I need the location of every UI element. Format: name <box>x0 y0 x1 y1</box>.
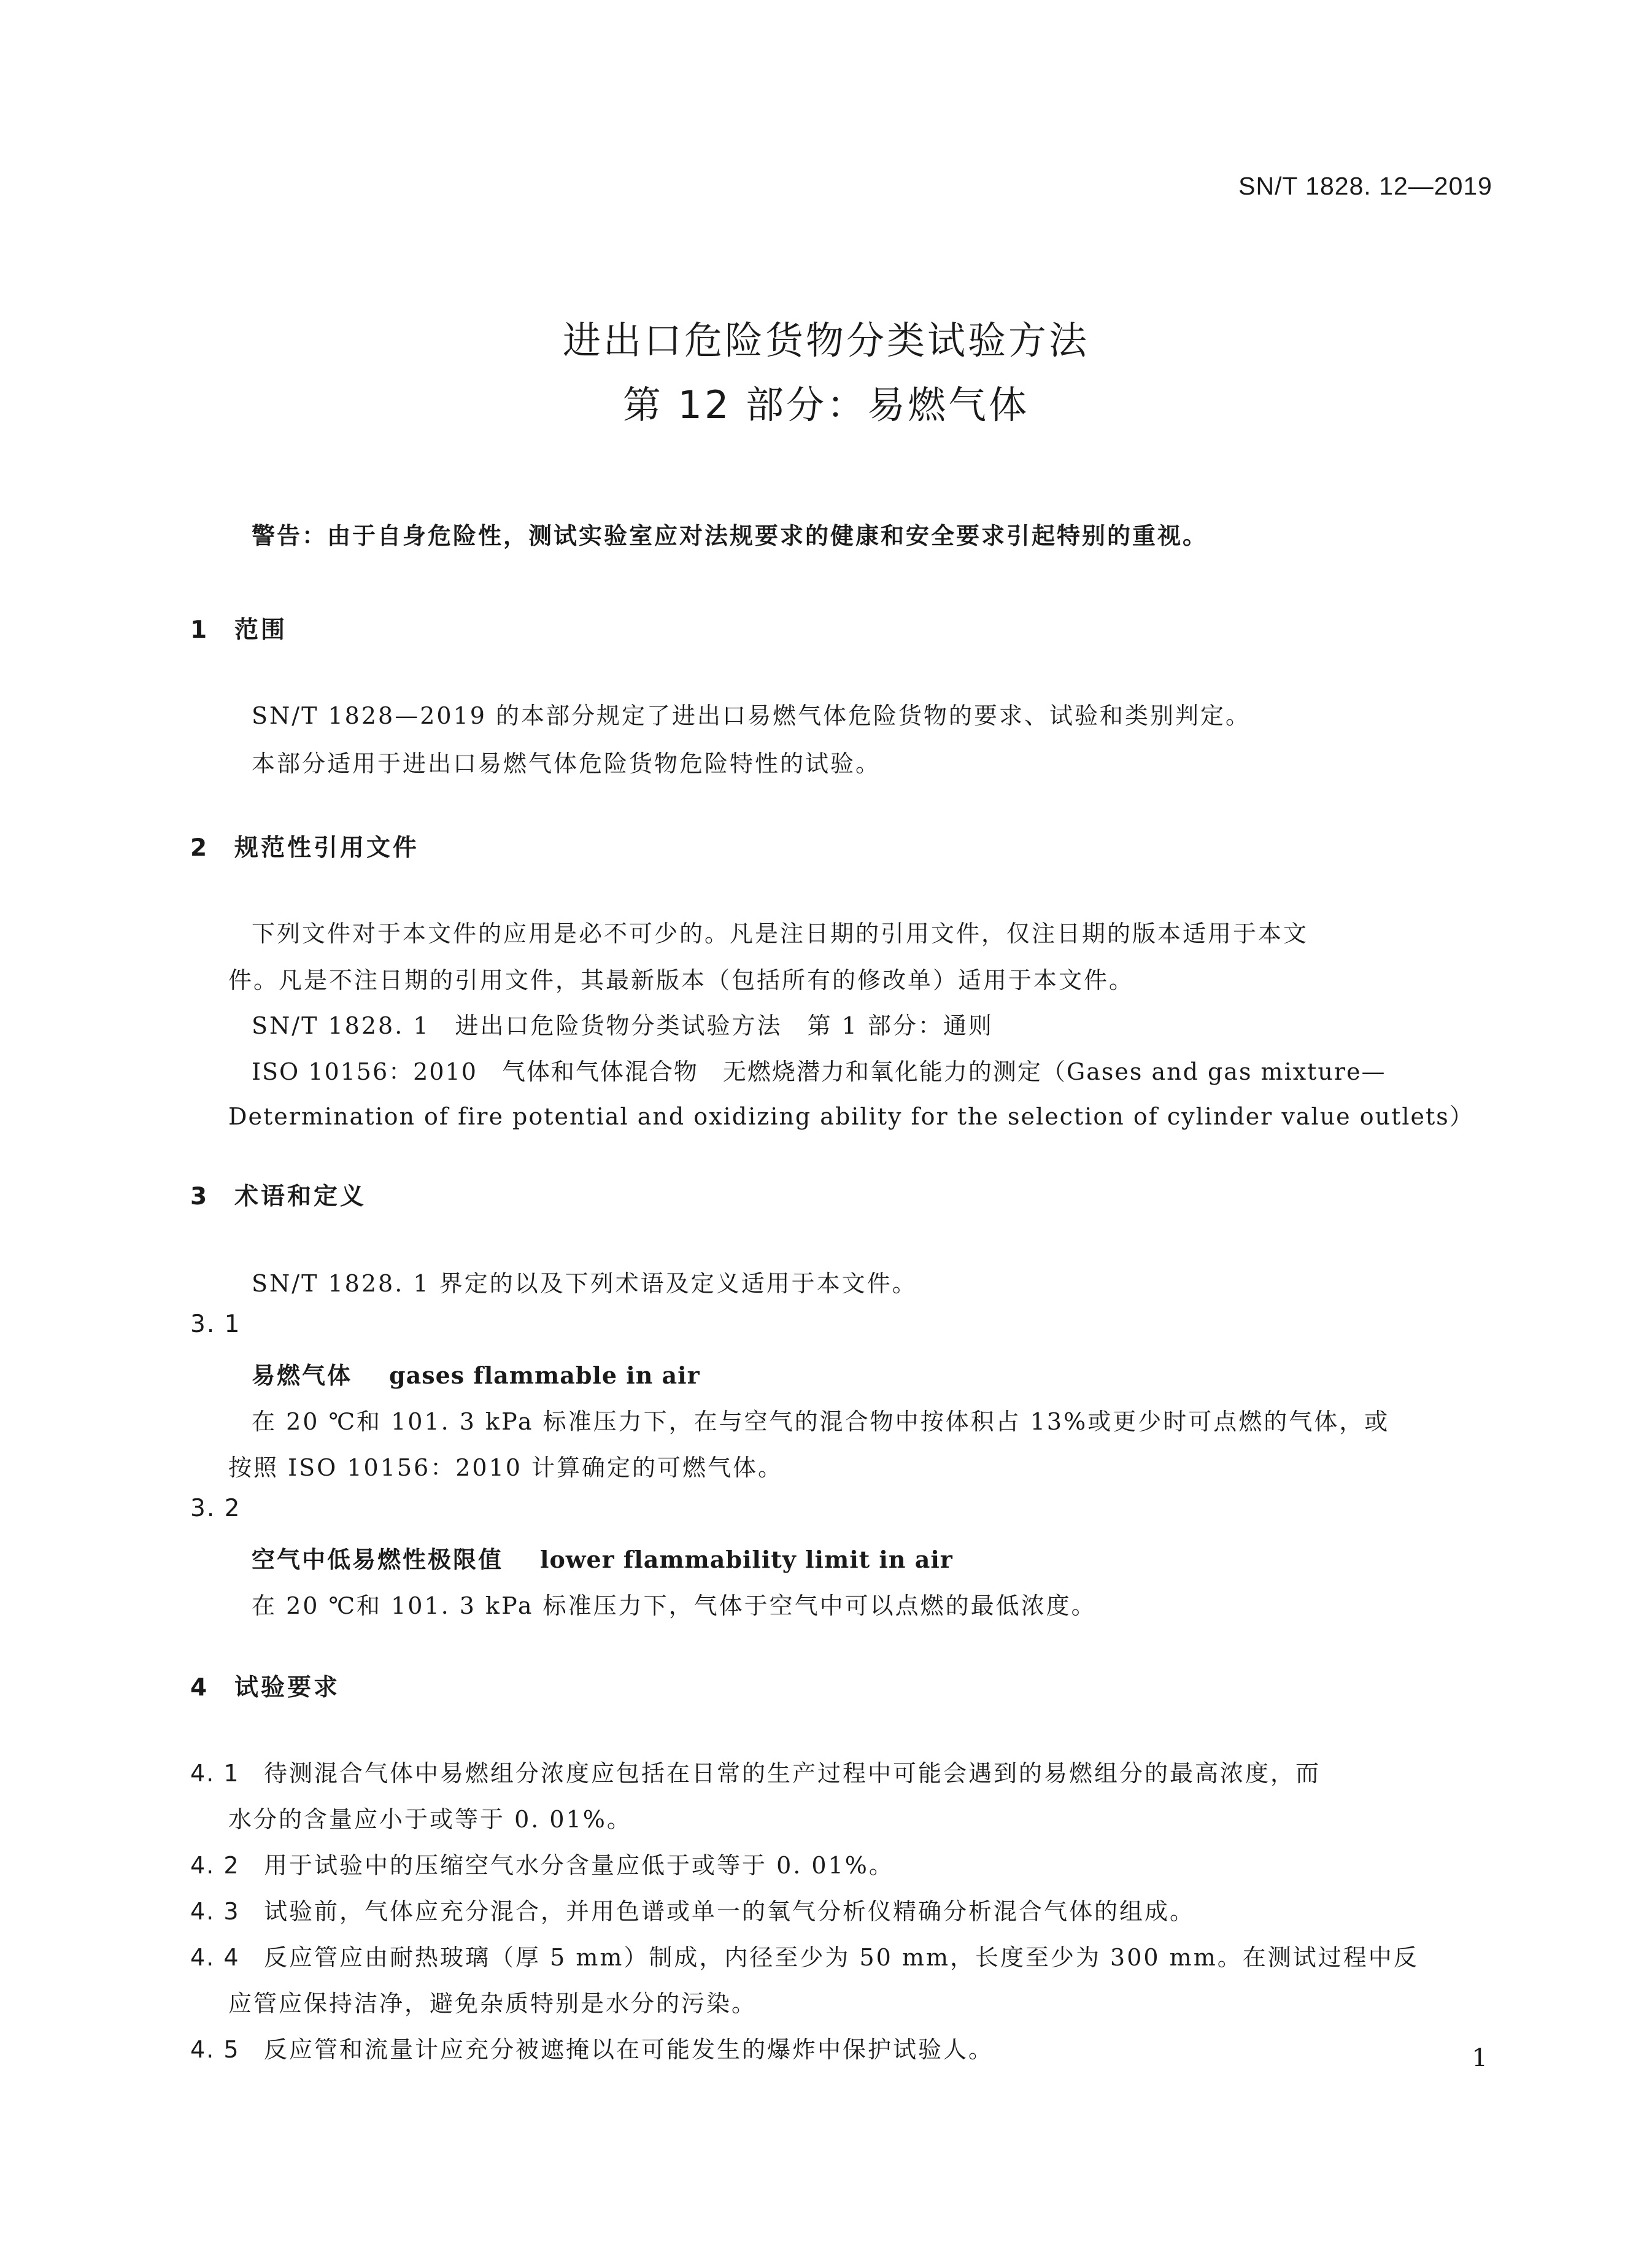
references-paragraph-line-2: 件。凡是不注日期的引用文件，其最新版本（包括所有的修改单）适用于本文件。 <box>228 967 1135 994</box>
requirement-number: 4. 5 <box>190 2036 240 2063</box>
section-title: 术语和定义 <box>234 1183 367 1210</box>
references-paragraph-line-1: 下列文件对于本文件的应用是必不可少的。凡是注日期的引用文件，仅注日期的版本适用于本文 <box>252 920 1309 947</box>
requirement-text: 反应管应由耐热玻璃（厚 5 mm）制成，内径至少为 50 mm，长度至少为 300 mm。在测试过程中反 <box>264 1944 1419 1971</box>
requirement-text: 待测混合气体中易燃组分浓度应包括在日常的生产过程中可能会遇到的易燃组分的最高浓度，而 <box>264 1760 1321 1787</box>
section-title: 规范性引用文件 <box>234 834 420 862</box>
term-english: lower flammability limit in air <box>540 1546 953 1573</box>
reference-iso-10156-line-1: ISO 10156：2010 气体和气体混合物 无燃烧潜力和氧化能力的测定（Gases and gas mixture— <box>252 1058 1386 1085</box>
scope-paragraph-2: 本部分适用于进出口易燃气体危险货物危险特性的试验。 <box>252 750 881 777</box>
requirement-text: 反应管和流量计应充分被遮掩以在可能发生的爆炸中保护试验人。 <box>264 2036 994 2063</box>
requirement-4-3 <box>190 1892 1195 1926</box>
reference-iso-10156-line-2: Determination of fire potential and oxidizing ability for the selection of cylinder value outlets） <box>228 1103 1474 1130</box>
section-title: 试验要求 <box>234 1674 341 1702</box>
requirement-4-5 <box>190 2031 994 2064</box>
term-gases-flammable <box>252 1357 700 1390</box>
term-english: gases flammable in air <box>389 1361 700 1389</box>
term-number-3-2: 3. 2 <box>190 1495 241 1522</box>
scope-paragraph-1: SN/T 1828—2019 的本部分规定了进出口易燃气体危险货物的要求、试验和类别判定。 <box>252 702 1251 729</box>
requirement-text: 试验前，气体应充分混合，并用色谱或单一的氧气分析仪精确分析混合气体的组成。 <box>264 1898 1195 1925</box>
requirement-number: 4. 3 <box>190 1898 240 1925</box>
term-3-1-definition-line-2: 按照 ISO 10156：2010 计算确定的可燃气体。 <box>228 1454 784 1481</box>
term-chinese: 易燃气体 <box>252 1362 353 1389</box>
requirement-number: 4. 2 <box>190 1852 240 1879</box>
requirement-4-1 <box>190 1754 1321 1788</box>
term-3-2-definition: 在 20 ℃和 101. 3 kPa 标准压力下，气体于空气中可以点燃的最低浓度。 <box>252 1592 1097 1619</box>
section-heading-test-requirements <box>190 1668 340 1703</box>
section-number: 4 <box>190 1674 210 1702</box>
standard-number: SN/T 1828. 12—2019 <box>1238 172 1492 200</box>
page-number: 1 <box>1472 2044 1488 2072</box>
requirement-text: 用于试验中的压缩空气水分含量应低于或等于 0. 01%。 <box>264 1852 894 1879</box>
term-chinese: 空气中低易燃性极限值 <box>252 1546 504 1573</box>
term-number-3-1: 3. 1 <box>190 1311 241 1338</box>
section-heading-terms <box>190 1177 366 1212</box>
section-number: 1 <box>190 616 210 644</box>
section-title: 范围 <box>234 616 288 644</box>
section-number: 3 <box>190 1183 210 1210</box>
term-3-1-definition-line-1: 在 20 ℃和 101. 3 kPa 标准压力下，在与空气的混合物中按体积占 13%或更少时可点燃的气体，或 <box>252 1408 1390 1435</box>
requirement-4-1-line-2: 水分的含量应小于或等于 0. 01%。 <box>228 1806 632 1833</box>
section-heading-normative-references <box>190 829 419 863</box>
terms-intro: SN/T 1828. 1 界定的以及下列术语及定义适用于本文件。 <box>252 1270 917 1297</box>
section-heading-scope <box>190 611 287 645</box>
requirement-4-4-line-2: 应管应保持洁净，避免杂质特别是水分的污染。 <box>228 1990 757 2017</box>
requirement-number: 4. 4 <box>190 1944 240 1971</box>
term-lower-flammability-limit <box>252 1541 953 1574</box>
document-title: 进出口危险货物分类试验方法 <box>562 318 1089 363</box>
section-number: 2 <box>190 834 210 862</box>
warning-statement: 警告：由于自身危险性，测试实验室应对法规要求的健康和安全要求引起特别的重视。 <box>252 522 1208 549</box>
requirement-4-4 <box>190 1938 1419 1972</box>
requirement-4-2 <box>190 1846 894 1880</box>
reference-sn-t-1828-1: SN/T 1828. 1 进出口危险货物分类试验方法 第 1 部分：通则 <box>252 1012 994 1039</box>
document-subtitle: 第 12 部分：易燃气体 <box>622 382 1030 427</box>
requirement-number: 4. 1 <box>190 1760 240 1787</box>
